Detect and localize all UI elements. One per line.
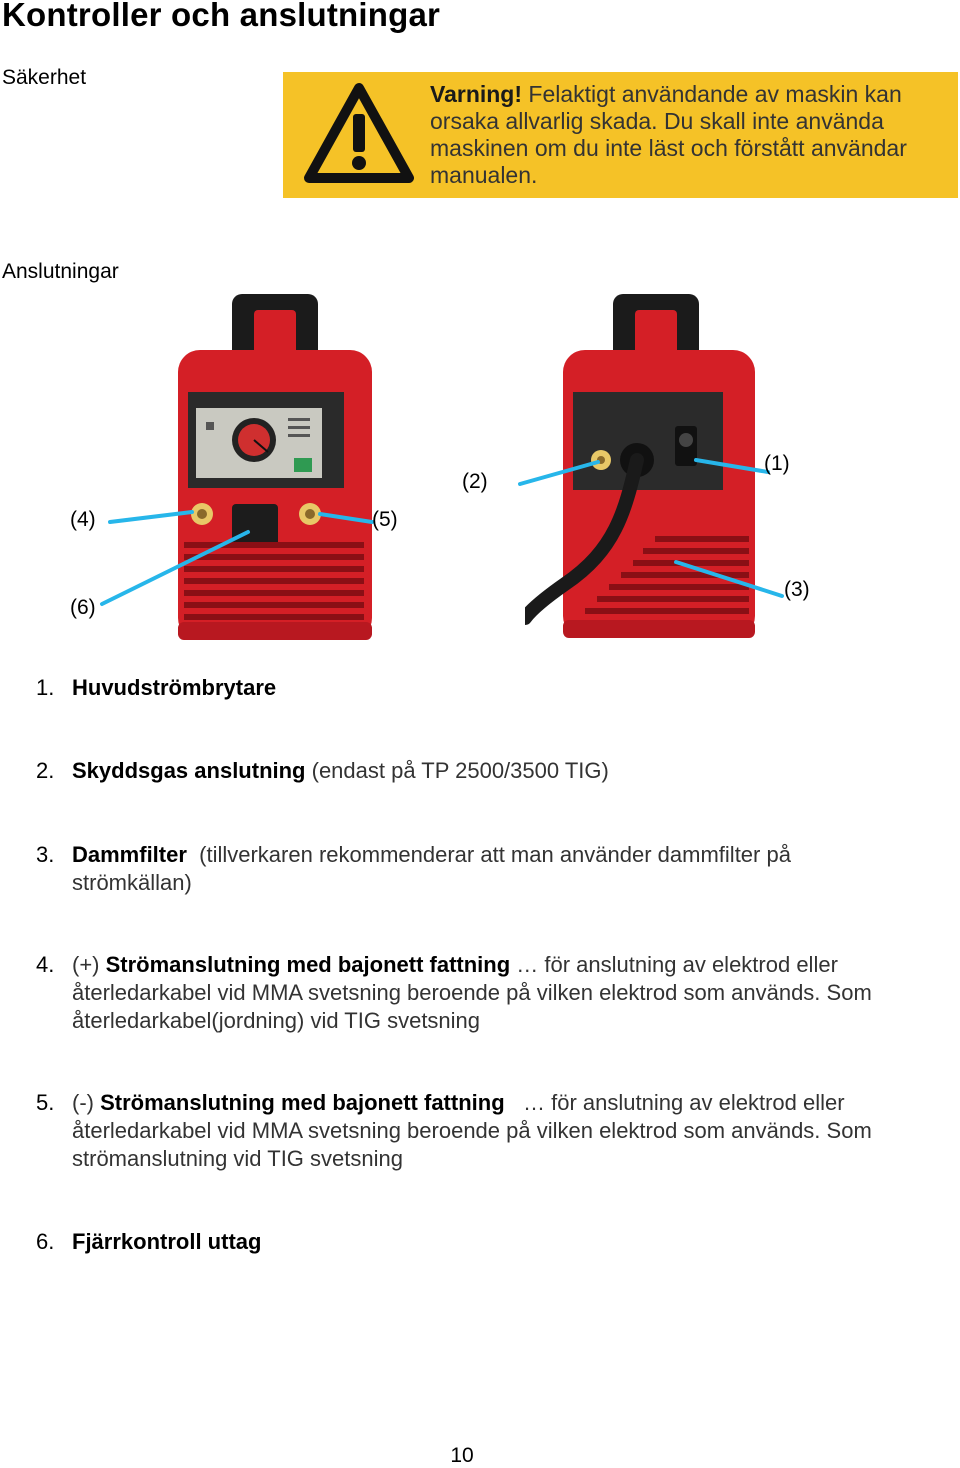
callout-5: (5) xyxy=(372,508,398,531)
callout-4: (4) xyxy=(70,508,96,531)
callout-arrows xyxy=(0,0,960,700)
arrow-4 xyxy=(110,512,192,522)
callout-3: (3) xyxy=(784,578,810,601)
list-item-3: 3. Dammfilter (tillverkaren rekommenderar att man använder dammfilter på strömkällan) xyxy=(36,842,798,895)
arrow-3 xyxy=(676,562,782,596)
arrow-1 xyxy=(696,460,768,472)
section-heading-connections: Anslutningar xyxy=(2,260,119,283)
warning-lead: Varning! xyxy=(430,81,523,107)
callout-1: (1) xyxy=(764,452,790,475)
page-title: Kontroller och anslutningar xyxy=(2,0,441,33)
arrow-2 xyxy=(520,462,598,484)
arrow-5 xyxy=(320,514,372,522)
arrow-6 xyxy=(102,532,248,604)
list-item-4: 4. (+) Strömanslutning med bajonett fattning … för anslutning av elektrod eller återledarkabel vid MMA svetsning beroende på vilken elektrod som används. Som återledarkabel(jordning) vid TIG svetsning xyxy=(36,952,872,1033)
list-item-5: 5. (-) Strömanslutning med bajonett fattning … för anslutning av elektrod eller återledarkabel vid MMA svetsning beroende på vilken elektrod som används. Som strömanslutning vid TIG svetsning xyxy=(36,1090,878,1171)
section-heading-safety: Säkerhet xyxy=(2,66,87,89)
list-item-6: 6. Fjärrkontroll uttag xyxy=(36,1229,262,1254)
list-item-2: 2. Skyddsgas anslutning (endast på TP 2500/3500 TIG) xyxy=(36,758,609,783)
callout-2: (2) xyxy=(462,470,488,493)
page-number: 10 xyxy=(450,1444,474,1467)
warning-body: Felaktigt användande av maskin kan orsaka allvarlig skada. Du skall inte använda maskinen om du inte läst och förstått användar manualen. xyxy=(430,81,907,188)
callout-6: (6) xyxy=(70,596,96,619)
list-item-1: 1. Huvudströmbrytare xyxy=(36,675,277,700)
